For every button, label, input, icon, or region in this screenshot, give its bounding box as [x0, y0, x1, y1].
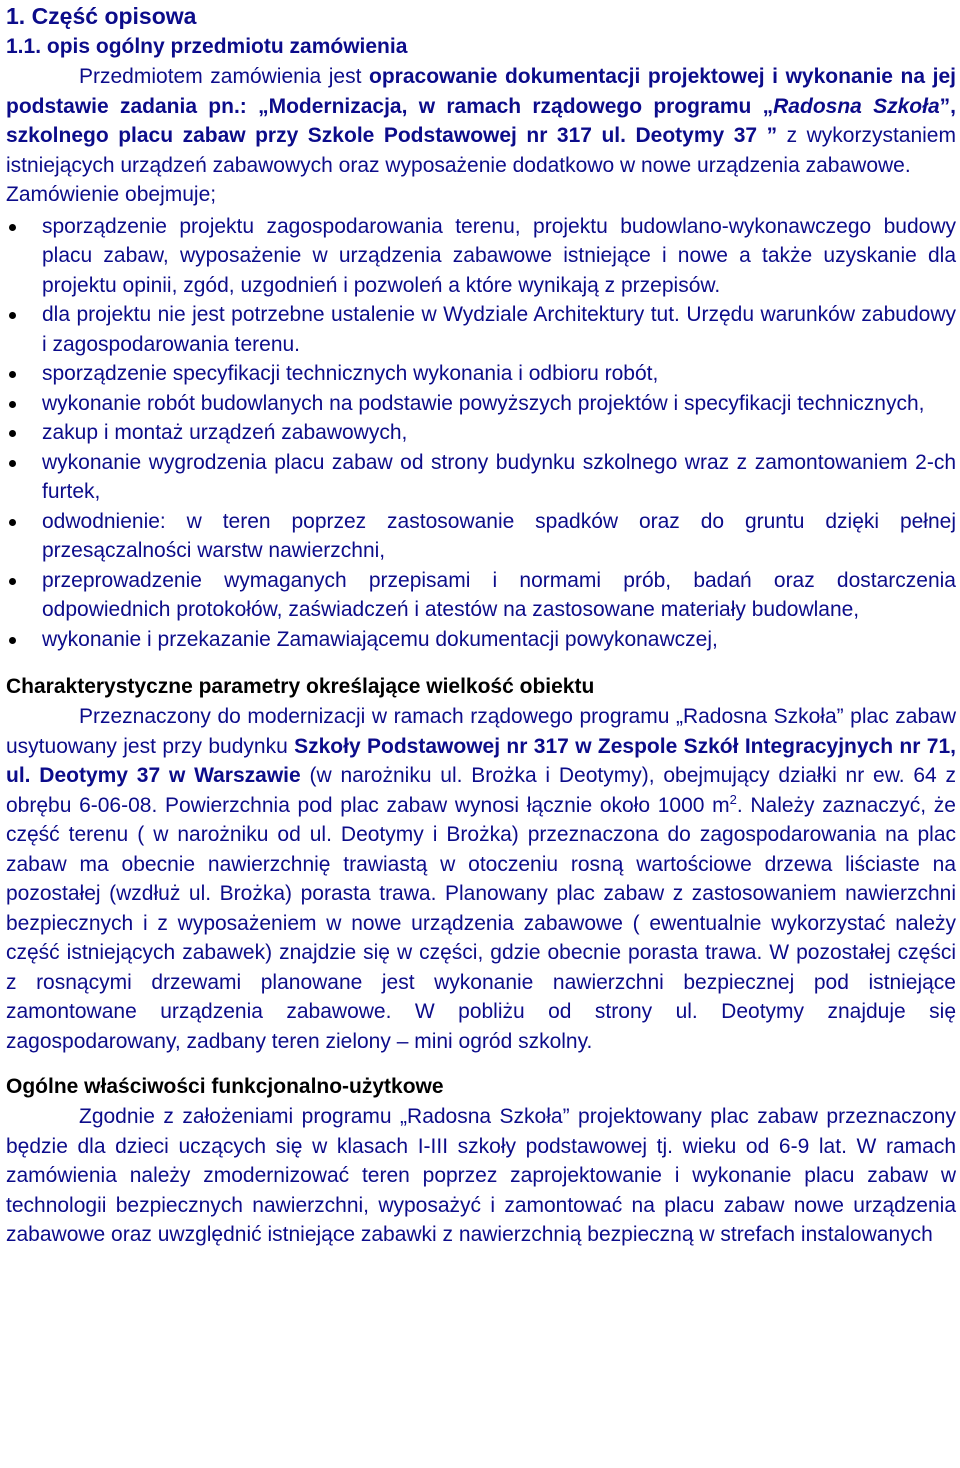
bullet-icon: [9, 578, 16, 585]
intro-paragraph: [6, 62, 956, 180]
list-item-text: odwodnienie: w teren poprzez zastosowanie spadków oraz do gruntu dzięki pełnej przesączalności warstw nawierzchni,: [42, 509, 956, 562]
area-unit-exponent: 2: [729, 791, 737, 807]
scope-list: [6, 212, 956, 655]
list-item-text: sporządzenie specyfikacji technicznych wykonania i odbioru robót,: [42, 362, 659, 385]
list-item-text: wykonanie i przekazanie Zamawiającemu dokumentacji powykonawczej,: [42, 627, 718, 651]
list-item: [6, 566, 956, 625]
bullet-icon: [9, 430, 16, 437]
intro-text-2: z wykorzystaniem istniejących urządzeń zabawowych oraz wyposażenie dodatkowo w nowe urządzenia zabawowe.: [6, 124, 956, 177]
list-item-text: sporządzenie projektu zagospodarowania terenu, projektu budowlano-wykonawczego budowy placu zabaw, wyposażenie w urządzenia zabawowe istniejące i nowe a także uzyskanie dla projektu opinii, zgód, uzgodnień i pozwoleń a które wynikają z przepisów.: [42, 214, 956, 297]
parameters-text-1: Przeznaczony do modernizacji w ramach rządowego programu „Radosna Szkoła” plac zabaw usytuowany jest przy budynku: [6, 705, 956, 758]
heading-general-description: 1.1. opis ogólny przedmiotu zamówienia: [6, 35, 408, 58]
list-item-text: zakup i montaż urządzeń zabawowych,: [42, 421, 408, 444]
bullet-icon: [9, 637, 16, 644]
bullet-icon: [9, 224, 16, 231]
list-item: [6, 300, 956, 359]
heading-part: 1. Część opisowa: [6, 3, 197, 29]
list-item: [6, 507, 956, 566]
bullet-icon: [9, 312, 16, 319]
list-item: [6, 625, 956, 655]
list-item: [6, 212, 956, 301]
school-name: Szkoły Podstawowej nr 317 w Zespole Szkół Integracyjnych nr 71, ul. Deotymy 37 w Warszawie: [6, 734, 956, 787]
bullet-icon: [9, 460, 16, 467]
list-item-text: przeprowadzenie wymaganych przepisami i normami prób, badań oraz dostarczenia odpowiednich protokołów, zaświadczeń i atestów na zastosowane materiały budowlane,: [42, 568, 956, 621]
document-page: [6, 0, 956, 1250]
bullet-icon: [9, 401, 16, 408]
list-item-text: wykonanie wygrodzenia placu zabaw od strony budynku szkolnego wraz z zamontowaniem 2-ch furtek,: [42, 450, 956, 503]
list-item: [6, 418, 956, 448]
parameters-text-3: . Należy zaznaczyć, że część terenu ( w narożniku od ul. Deotymy i Brożka) przeznaczona do zagospodarowania na plac zabaw ma obecnie nawierzchnię trawiastą w otoczeniu rosną wartościowe drzewa liściaste na pozostałej (wzdłuż ul. Brożka) porasta trawa. Planowany plac zabaw z zastosowaniem nawierzchni bezpiecznych i z wyposażeniem w nowe urządzenia zabawowe ( ewentualnie wykorzystać należy część istniejących zabawek) znajdzie się w części, gdzie obecnie porasta trawa. W pozostałej części z rosnącymi drzewami planowane jest wykonanie nawierzchni bezpiecznej pod istniejące zamontowane urządzenia zabawowe. W pobliżu od strony ul. Deotymy znajduje się zagospodarowany, zadbany teren zielony – mini ogród szkolny.: [6, 793, 956, 1053]
parameters-text-2: (w narożniku ul. Brożka i Deotymy), obejmujący działki nr ew. 64 z obrębu 6-06-08. Powierzchnia pod plac zabaw wynosi łącznie około 1000 m: [6, 764, 956, 817]
intro-bold-1: opracowanie dokumentacji projektowej i wykonanie na jej podstawie zadania pn.: „Modernizacja, w ramach rządowego programu „: [6, 65, 956, 118]
parameters-paragraph: [6, 702, 956, 1056]
bullet-icon: [9, 519, 16, 526]
list-item-text: dla projektu nie jest potrzebne ustalenie w Wydziale Architektury tut. Urzędu warunków zabudowy i zagospodarowania terenu.: [42, 303, 956, 356]
list-item: [6, 448, 956, 507]
list-item-text: wykonanie robót budowlanych na podstawie powyższych projektów i specyfikacji technicznych,: [42, 391, 925, 415]
functional-paragraph: Zgodnie z założeniami programu „Radosna Szkoła” projektowany plac zabaw przeznaczony będzie dla dzieci uczących się w klasach I-III szkoły podstawowej tj. wieku od 6-9 lat. W ramach zamówienia należy zmodernizować teren poprzez zaprojektowanie i wykonanie placu zabaw w technologii bezpiecznych nawierzchni, wyposażyć i zamontować na placu zabaw nowe urządzenia zabawowe oraz uwzględnić istniejące zabawki z nawierzchnią bezpieczną w strefach instalowanych: [6, 1105, 956, 1246]
section-title-functional: Ogólne właściwości funkcjonalno-użytkowe: [6, 1075, 444, 1098]
list-item: [6, 389, 956, 419]
intro-bold-2: ”, szkolnego placu zabaw przy Szkole Podstawowej nr 317 ul. Deotymy 37 ”: [6, 94, 956, 147]
list-item: [6, 359, 956, 389]
section-title-parameters: Charakterystyczne parametry określające wielkość obiektu: [6, 675, 595, 698]
bullet-icon: [9, 371, 16, 378]
program-name: Radosna Szkoła: [773, 94, 940, 118]
scope-intro: Zamówienie obejmuje;: [6, 183, 217, 206]
intro-text-1: Przedmiotem zamówienia jest: [79, 65, 370, 88]
